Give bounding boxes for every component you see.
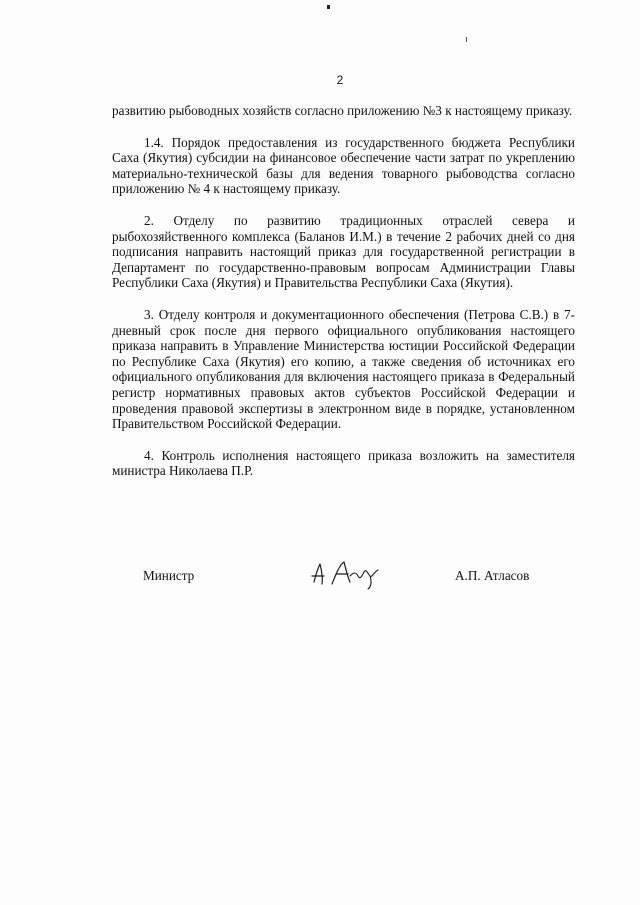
- handwritten-signature: [310, 556, 382, 590]
- signatory-position: Министр: [143, 568, 195, 583]
- scan-speck: [466, 37, 467, 42]
- signature-block: [0, 556, 640, 596]
- paragraph-continuation: развитию рыбоводных хозяйств согласно приложению №3 к настоящему приказу.: [112, 103, 573, 118]
- paragraph-3: 3. Отделу контроля и документационного обеспечения (Петрова С.В.) в 7-дневный срок после дня первого официального опубликования настоящего приказа направить в Управление Министерства юстиции Российской Федерации по Республике Саха (Якутия) его копию, а также сведения об источниках его официального опубликования для включения настоящего приказа в Федеральный регистр нормативных правовых актов субъектов Российской Федерации и проведения правовой экспертизы в электронном виде в порядке, установленном Правительством Российской Федерации.: [112, 306, 575, 432]
- scan-speck: [327, 5, 330, 9]
- page-number: 2: [336, 73, 344, 87]
- document-body: [112, 103, 575, 479]
- paragraph-1-4: 1.4. Порядок предоставления из государственного бюджета Республики Саха (Якутия) субсидии на финансовое обеспечение части затрат по укреплению материально-технической базы для ведения товарного рыбоводства согласно приложению № 4 к настоящему приказу.: [112, 134, 575, 197]
- paragraph-2: 2. Отделу по развитию традиционных отраслей севера и рыбохозяйственного комплекса (Баланов И.М.) в течение 2 рабочих дней со дня подписания направить настоящий приказ для государственной регистрации в Департамент по государственно-правовым вопросам Администрации Главы Республики Саха (Якутия) и Правительства Республики Саха (Якутия).: [112, 212, 575, 291]
- paragraph-4: 4. Контроль исполнения настоящего приказа возложить на заместителя министра Николаева П.Р.: [112, 447, 575, 479]
- signatory-name: А.П. Атласов: [455, 568, 530, 583]
